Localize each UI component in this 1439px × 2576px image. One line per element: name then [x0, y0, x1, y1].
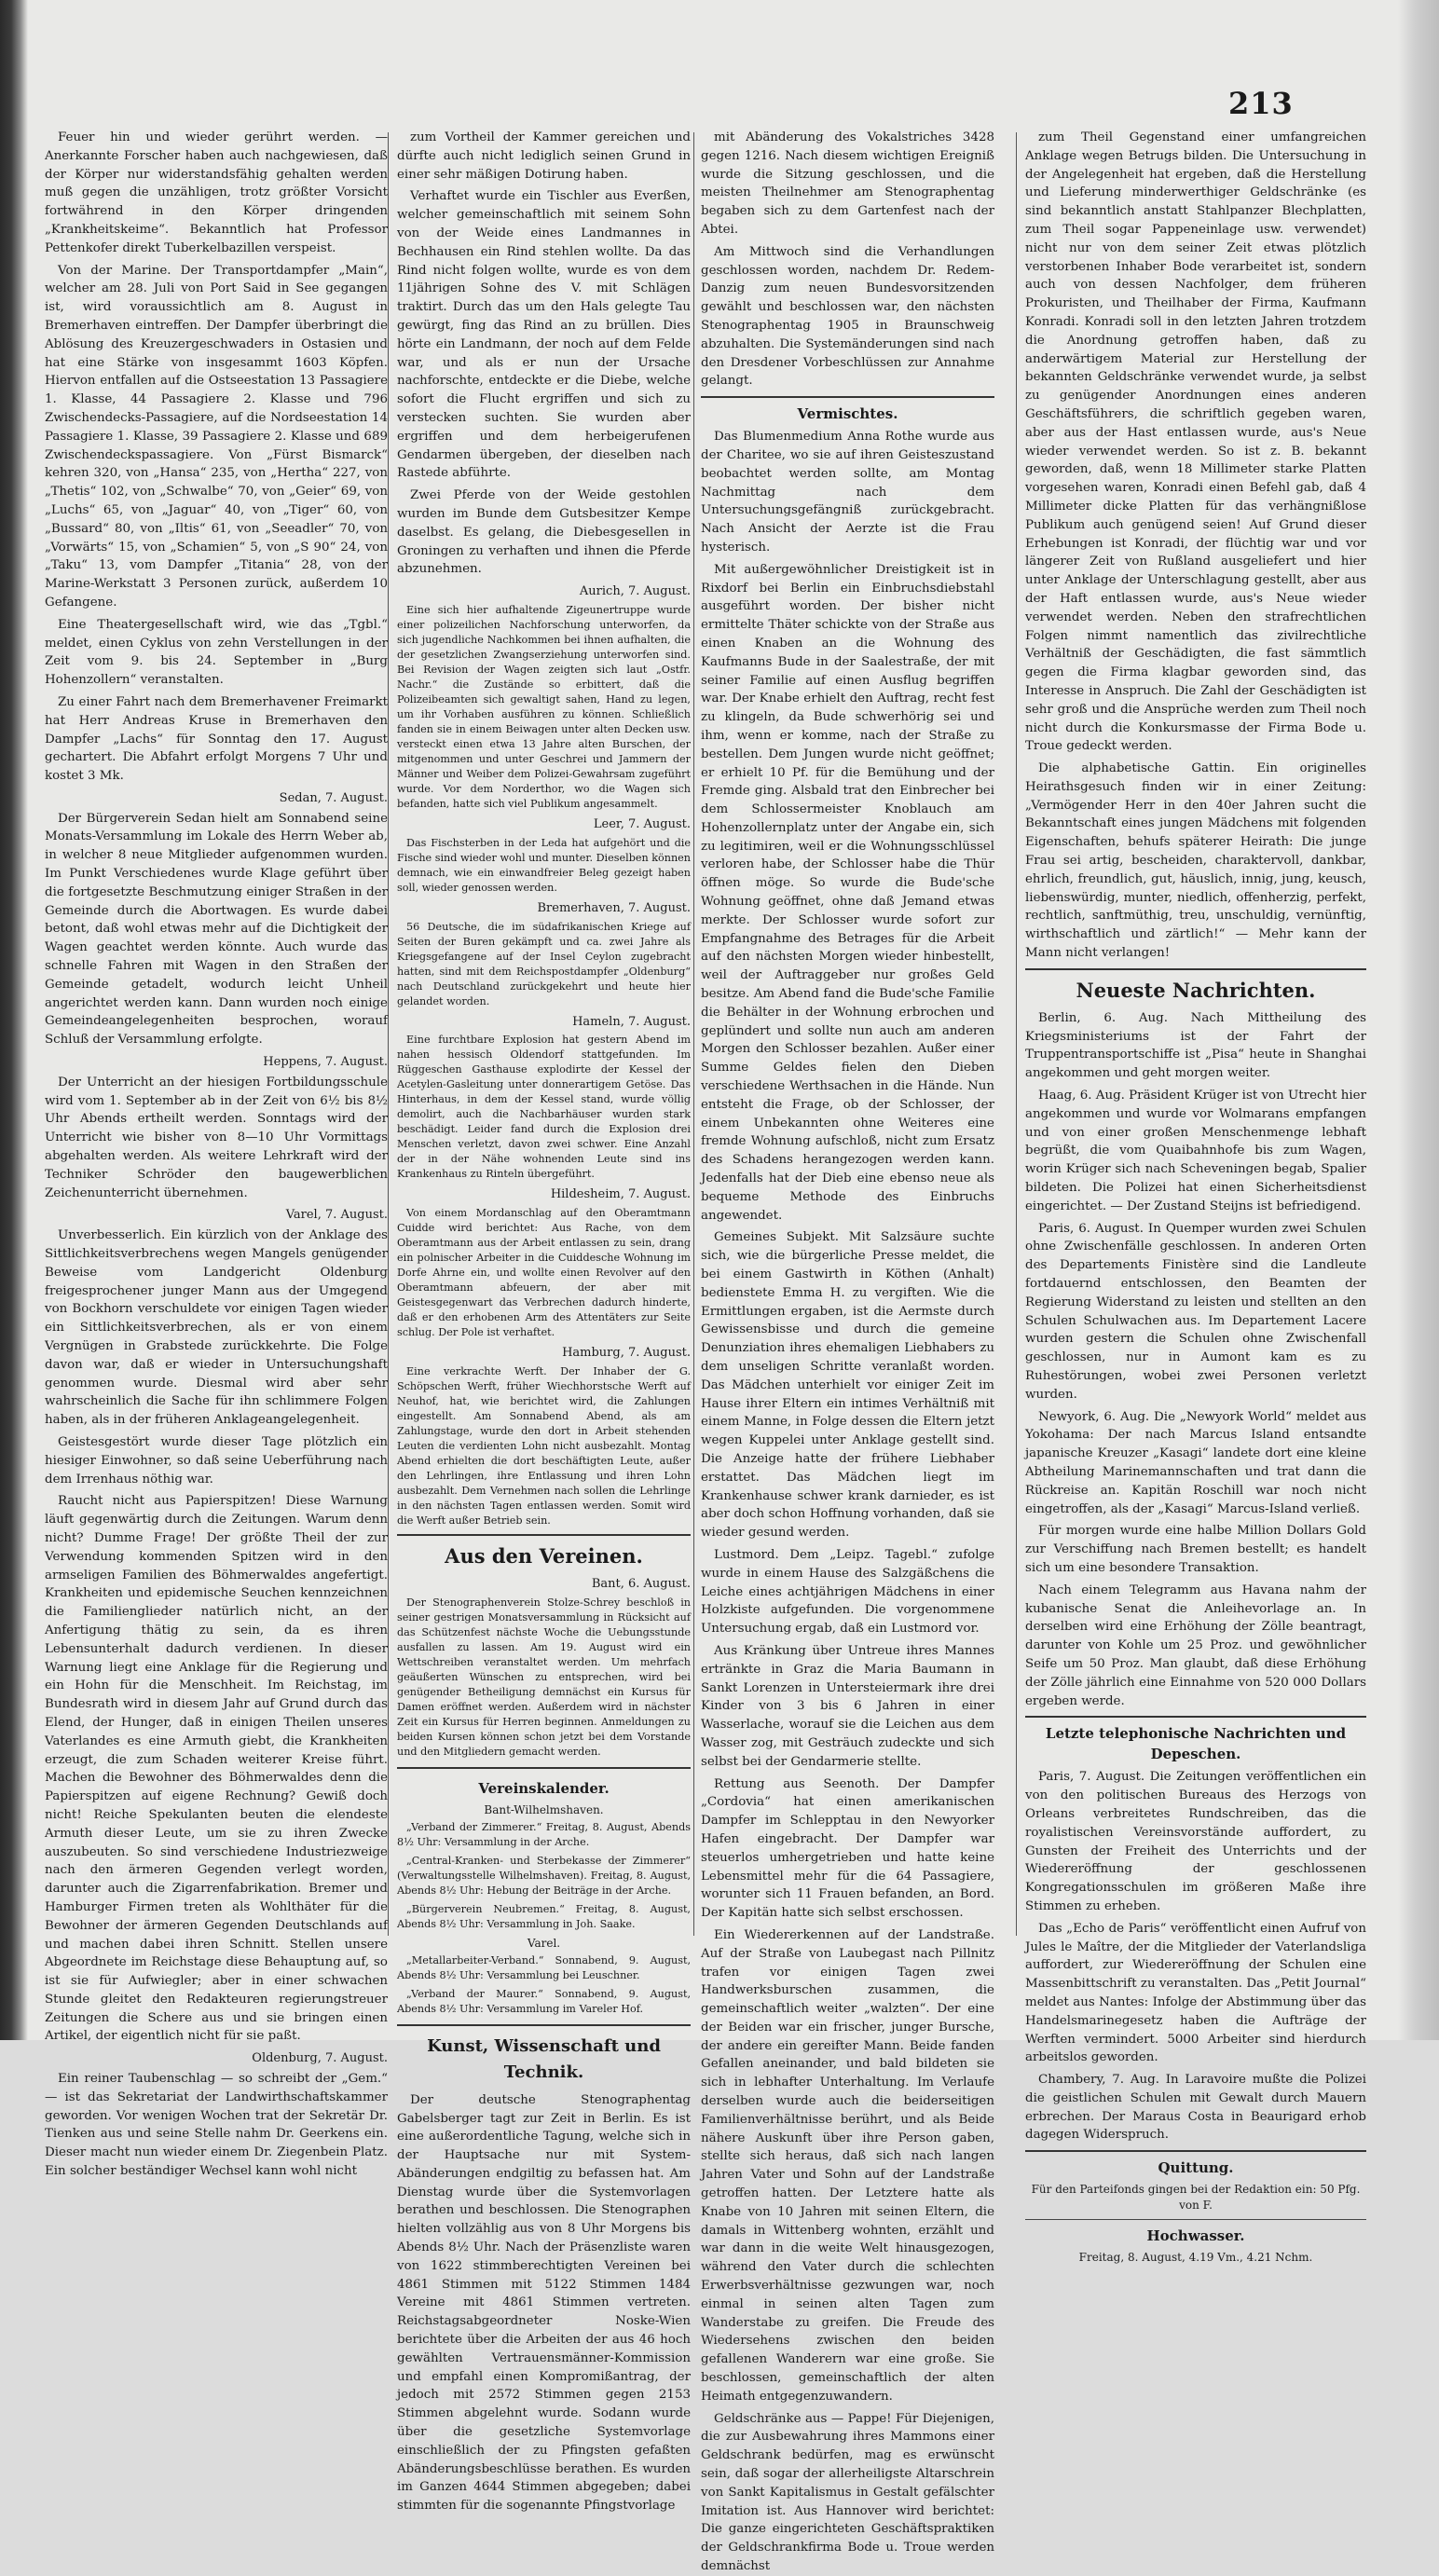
news-paris-2: Paris, 7. August. Die Zeitungen veröffentlichen ein von den politischen Bureaus des Herzogs von Orleans verbreitetes Rundschreiben, das die royalistischen Vereinsvorstände auffordert, zu Gunsten der Freiheit des Unterrichts und der Wiedereröffnung der geschlossenen Kongregationsschulen im größeren Maße ihre Stimmen zu erheben. [1025, 1770, 1366, 1913]
vereinskalender-entry: „Verband der Maurer.“ Sonnabend, 9. August, Abends 8½ Uhr: Versammlung im Vareler Hof. [397, 1987, 691, 2015]
article-zigeunertruppe: Eine sich hier aufhaltende Zigeunertruppe wurde einer polizeilichen Nachforschung unterworfen, da sich jugendliche Nachkommen bei ihnen aufhalten, die der gesetzlichen Zwangserziehung unterworfen sind. Bei Revision der Wagen zeigten sich laut „Ostfr. Nachr.“ die Zustände so erbittert, daß die Polizeibeamten sich gewaltigt sahen, Hand zu legen, um ihr Vorhaben ausführen zu können. Schließlich fanden sie in einem Beiwagen unter alten Decken usw. versteckt einen etwa 13 Jahre alten Burschen, der mitgenommen und unter Geschrei und Jammern der Männer und Weiber dem Polizei-Gewahrsam zugeführt wurde. Vor dem Norderthor, wo die Wagen sich befanden, hatte sich viel Publikum angesammelt. [397, 603, 691, 810]
article-kraenkung: Aus Kränkung über Untreue ihres Mannes ertränkte in Graz die Maria Baumann in Sankt Lorenzen in Untersteiermark ihre drei Kinder von 3 bis 6 Jahren in einer Wasserlache, worauf sie die Leichen aus dem Wasser zog, mit Gesträuch zudeckte und sich selbst bei der Gendarmerie stellte. [701, 1643, 994, 1769]
article-marine: Von der Marine. Der Transportdampfer „Main“, welcher am 28. Juli von Port Said in See gegangen ist, wird voraussichtlich am 8. August in Bremerhaven eintreffen. Der Dampfer überbringt die Ablösung des Kreuzergeschwaders in Ostasien und hat eine Stärke von insgesammt 1603 Köpfen. Hiervon entfallen auf die Ostseestation 13 Passagiere 1. Klasse, 44 Passagiere 2. Klasse und 796 Zwischendecks-Passagiere, auf die Nordseestation 14 Passagiere 1. Klasse, 39 Passagiere 2. Klasse und 689 Zwischendeckspassagiere. Von „Fürst Bismarck“ kehren 320, von „Hansa“ 235, von „Hertha“ 227, von „Thetis“ 102, von „Schwalbe“ 70, von „Geier“ 69, von „Luchs“ 65, von „Jaguar“ 40, von „Tiger“ 60, von „Bussard“ 80, von „Iltis“ 61, von „Seeadler“ 70, von „Vorwärts“ 15, von „Schamien“ 5, von „S 90“ 24, von „Taku“ 13, vom Dampfer „Titania“ 28, von der Marine-Werkstatt 3 Personen zurück, außerdem 10 Gefangene. [45, 263, 388, 610]
hochwasser-text: Freitag, 8. August, 4.19 Vm., 4.21 Nchm. [1078, 2251, 1313, 2265]
article-geldschraenke: Geldschränke aus — Pappe! Für Diejenigen, die zur Ausbewahrung ihres Mammons einer Geldschrank bedürfen, mag es erwünscht sein, daß sogar der allerheiligste Altarschrein von Sankt Kapitalismus in Gestalt gefälschter Imitation ist. Aus Hannover wird berichtet: Die ganze eingerichteten Geschäftspraktiken der Geldschrankfirma Bode u. Troue werden demnächst [701, 2411, 994, 2573]
article-paragraph: mit Abänderung des Vokalstriches 3428 gegen 1216. Nach diesem wichtigen Ereigniß wurde die Sitzung geschlossen, und die meisten Theilnehmer am Stenographentag begaben sich zu dem Gartenfest nach der Abtei. [701, 130, 994, 237]
column-rule [693, 132, 694, 1936]
article-unverbesserlich: Unverbesserlich. Ein kürzlich von der Anklage des Sittlichkeitsverbrechens wegen Mangels genügender Beweise vom Landgericht Oldenburg freigesprochener junger Mann aus der Umgegend von Bockhorn verschuldete vor einigen Tagen wieder ein Sittlichkeitsverbrechen, als er von einem Vergnügen in Grabstede zurückkehrte. Die Folge davon war, daß er wieder in Untersuchungshaft genommen wurde. Diesmal wird aber sehr wahrscheinlich die Sache für ihn schlimmere Folgen haben, als in der früheren Anklageangelegenheit. [45, 1228, 388, 1428]
news-havana: Nach einem Telegramm aus Havana nahm der kubanische Senat die Anleihevorlage an. In derselben wird eine Erhöhung der Zölle beantragt, darunter von Kohle um 25 Proz. und gewöhnlicher Seife um 50 Proz. Man glaubt, daß diese Erhöhung der Zölle jährlich eine Einnahme von 520 000 Dollars ergeben werde. [1025, 1583, 1366, 1708]
article-wiedererkennen: Ein Wiedererkennen auf der Landstraße. Auf der Straße von Laubegast nach Pillnitz trafen vor einigen Tagen zwei Handwerksburschen zusammen, die gemeinschaftlich weiter „walzten“. Der eine der Beiden war ein frischer, junger Bursche, der andere ein gereifter Mann. Beide fanden Gefallen aneinander, und bald bildeten sie sich in lebhafter Unterhaltung. Im Verlaufe derselben wurde auch die beiderseitigen Familienverhältnisse berührt, und als Beide nähere Auskunft über ihre Person gaben, stellte sich heraus, daß sich nach langen Jahren Vater und Sohn auf der Landstraße getroffen hatten. Der Letztere hatte als Knabe von 10 Jahren mit seinen Eltern, die damals in Wittenberg wohnten, erzählt und war dann in die weite Welt hinausgezogen, während den Vater durch die schlechten Erwerbsverhältnisse gezwungen war, noch einmal in seinen alten Tagen zum Wanderstabe zu greifen. Die Freude des Wiedersehens zwischen den beiden gefallenen Wanderern war eine große. Sie beschlossen, gemeinschaftlich der alten Heimath entgegenzuwandern. [701, 1927, 994, 2404]
dateline: Leer, 7. August. [593, 816, 691, 831]
article-paragraph: zum Theil Gegenstand einer umfangreichen Anklage wegen Betrugs bilden. Die Untersuchung in der Angelegenheit hat ergeben, daß die Herstellung und Lieferung minderwerthiger Geldschränke (es sind bekanntlich anstatt Stahlpanzer Blechplatten, zum Theil sogar Pappeneinlage usw. verwendet) nicht nur von dem seiner Zeit etwas plötzlich verstorbenen Inhaber Bode verarbeitet ist, sondern auch von dessen Nachfolger, dem früheren Prokuristen, und Theilhaber der Firma, Kaufmann Konradi. Konradi soll in den letzten Jahren trotzdem die Anordnung getroffen haben, daß zu anderwärtigem Material zur Herstellung der bekannten Geldschränke verwendet wurde, ja selbst zu genügender Anordnungen eines anderen Geschäftsführers, die schriftlich gegeben waren, aber aus der Hast entlassen wurde, aus's Neue wieder verwendet werden. So ist z. B. bekannt geworden, daß, wenn 18 Millimeter starke Platten vorgesehen waren, Konradi einen Befehl gab, daß 4 Millimeter dicke Platten für das verhängnißlose Publikum auch genügend seien! Auf Grund dieser Erhebungen ist Konradi, der flüchtig war und vor längerer Zeit von Rußland ausgeliefert und hier unter Anklage der Unterschlagung gestellt, aber aus der Haft entlassen wurde, aus's Neue wieder verwendet werden. Neben den strafrechtlichen Folgen nimmt namentlich das zivilrechtliche Verhältniß der Geschädigten, die fast sämmtlich gegen die Firma klagbar geworden sind, das Interesse in Anspruch. Die Zahl der Geschädigten ist sehr groß und die Ansprüche werden zum Theil noch nicht durch die Konkursmasse der Firma Bode u. Troue gedeckt werden. [1025, 130, 1366, 754]
section-divider [701, 396, 994, 398]
dateline: Hameln, 7. August. [572, 1014, 691, 1029]
article-paragraph: Am Mittwoch sind die Verhandlungen geschlossen worden, nachdem Dr. Redem-Danzig zum neuen Bundesvorsitzenden gewählt und beschlossen war, den nächsten Stenographentag 1905 in Braunschweig abzuhalten. Die Systemänderungen sind nach den Dresdener Vorbeschlüssen zur Annahme gelangt. [701, 244, 994, 389]
section-divider [1025, 2219, 1366, 2220]
article-geistesgestoert: Geistesgestört wurde dieser Tage plötzlich ein hiesiger Einwohner, so daß seine Ueberführung nach dem Irrenhaus nöthig war. [45, 1434, 388, 1487]
dateline: Heppens, 7. August. [263, 1055, 388, 1070]
article-stenographenverein: Der Stenographenverein Stolze-Schrey beschloß in seiner gestrigen Monatsversammlung in Rücksicht auf das Schützenfest nächste Woche die Uebungsstunde ausfallen zu lassen. Am 19. August wird ein Wettschreiben veranstaltet werden. Um mehrfach geäußerten Wünschen zu entsprechen, wird bei genügender Betheiligung demnächst ein Kursus für Damen eröffnet werden. Außerdem wird in nächster Zeit ein Kursus für Herren beginnen. Anmeldungen zu beiden Kursen können schon jetzt bei dem Vorstande und den Mitgliedern gemacht werden. [397, 1596, 691, 1758]
dateline: Hamburg, 7. August. [562, 1346, 691, 1361]
article-deutsche: 56 Deutsche, die im südafrikanischen Kriege auf Seiten der Buren gekämpft und ca. zwei Jahre als Kriegsgefangene auf der Insel Ceylon zugebracht hatten, sind mit dem Reichspostdampfer „Oldenburg“ nach Deutschland zurückgekehrt und heute hier gelandet worden. [397, 920, 691, 1007]
article-gemeines-subjekt: Gemeines Subjekt. Mit Salzsäure suchte sich, wie die bürgerliche Presse meldet, die bei einem Gastwirth in Köthen (Anhalt) bedienstete Emma H. zu vergiften. Wie die Ermittlungen ergaben, ist die Aermste durch Gewissensbisse und durch die gemeine Denunziation ihres ehemaligen Liebhabers zu dem unseligen Schritte veranlaßt worden. Das Mädchen unterhielt vor einiger Zeit im Hause ihrer Eltern ein intimes Verhältniß mit einem Manne, in Folge dessen die Eltern jetzt wegen Kuppelei unter Anklage gestellt sind. Die Anzeige hatte der frühere Liebhaber erstattet. Das Mädchen liegt im Krankenhause schwer krank darnieder, es ist aber doch schon Hoffnung vorhanden, daß sie wieder gesund werden. [701, 1230, 994, 1541]
article-fischsterben: Das Fischsterben in der Leda hat aufgehört und die Fische sind wieder wohl und munter. Dieselben können demnach, wie ein einwandfreier Beleg gezeigt haben soll, wieder genossen werden. [397, 836, 691, 894]
article-verhaftet: Verhaftet wurde ein Tischler aus Everßen, welcher gemeinschaftlich mit seinem Sohn von der Weide eines Landmannes in Bechhausen ein Rind stehlen wollte. Da das Rind nicht folgen wollte, wurde es von dem 11jährigen Sohne des V. mit Schlägen traktirt. Durch das um den Hals gelegte Tau gewürgt, fing das Rind an zu brüllen. Dies hörte ein Landmann, der noch auf dem Felde war, und als er nun der Ursache nachforschte, entdeckte er die Diebe, welche sofort die Flucht ergriffen und sich zu verstecken suchten. Sie wurden aber ergriffen und dem herbeigerufenen Gendarmen übergeben, der dieselben nach Rastede abführte. [397, 189, 691, 481]
article-freimarkt: Zu einer Fahrt nach dem Bremerhavener Freimarkt hat Herr Andreas Kruse in Bremerhaven den Dampfer „Lachs“ für Sonntag den 17. August gechartert. Die Abfahrt erfolgt Morgens 7 Uhr und kostet 3 Mk. [45, 694, 388, 784]
section-heading-vereine: Aus den Vereinen. [445, 1543, 643, 1568]
column-3 [701, 129, 994, 2573]
news-newyork: Newyork, 6. Aug. Die „Newyork World“ meldet aus Yokohama: Der nach Marcus Island entsandte japanische Kreuzer „Kasagi“ landete dort eine kleine Abtheilung Marinemannschaften und trat dann die Rückreise an. Kapitän Roschill war noch nicht eingetroffen, als der „Kasagi“ Marcus-Island verließ. [1025, 1409, 1366, 1516]
vereinskalender-place: Bant-Wilhelmshaven. [484, 1802, 604, 1816]
vereinskalender-entry: „Verband der Zimmerer.“ Freitag, 8. August, Abends 8½ Uhr: Versammlung in der Arche. [397, 1820, 691, 1848]
article-stenographentag: Der deutsche Stenographentag Gabelsberger tagt zur Zeit in Berlin. Es ist eine außerordentliche Tagung, welche sich in der Hauptsache nur mit System-Abänderungen endgiltig zu befassen hat. Am Dienstag wurde über die Systemvorlagen berathen und beschlossen. Die Stenographen hielten vollzählig aus von 8 Uhr Morgens bis Abends 8½ Uhr. Nach der Präsenzliste waren von 1622 stimmberechtigten Vereinen bei 4861 Stimmen mit 5122 Stimmen 1484 Vereine mit 4861 Stimmen vertreten. Reichstagsabgeordneter Noske-Wien berichtete über die Arbeiten der aus 46 hoch gewählten Vertrauensmänner-Kommission und empfahl einen Kompromißantrag, der jedoch mit 2572 Stimmen gegen 2153 Stimmen abgelehnt wurde. Sodann wurde über die gesetzliche Systemvorlage einschließlich der zu Pfingsten gefaßten Abänderungsbeschlüsse berathen. Es wurden im Ganzen 4644 Stimmen abgegeben; dabei stimmten für die sogenannte Pfingstvorlage [397, 2092, 691, 2514]
vereinskalender [397, 1767, 691, 2026]
article-mordanschlag: Von einem Mordanschlag auf den Oberamtmann Cuidde wird berichtet: Aus Rache, von dem Oberamtmann aus der Arbeit entlassen zu sein, drang ein polnischer Arbeiter in die Cuiddesche Wohnung im Dorfe Ahrne ein, und wollte einen Revolver auf den Oberamtmann abfeuern, der aber mit Geistesgegenwart das Verbrechen dadurch hinderte, daß er den erhobenen Arm des Attentäters zur Seite schlug. Der Pole ist verhaftet. [397, 1207, 691, 1339]
article-taubenschlag: Ein reiner Taubenschlag — so schreibt der „Gem.“ — ist das Sekretariat der Landwirthschaftskammer geworden. Vor wenigen Wochen trat der Sekretär Dr. Tienken aus und seine Stelle nahm Dr. Geerkens ein. Dieser macht nun wieder einem Dr. Ziegenbein Platz. Ein solcher beständiger Wechsel kann wohl nicht [45, 2072, 388, 2179]
article-lustmord: Lustmord. Dem „Leipz. Tagebl.“ zufolge wurde in einem Hause des Salzgäßchens die Leiche eines achtjährigen Mädchens in einer Holzkiste aufgefunden. Die vorgenommene Untersuchung ergab, daß ein Lustmord vor. [701, 1547, 994, 1637]
column-2 [397, 129, 691, 2514]
vereinskalender-entry: „Metallarbeiter-Verband.“ Sonnabend, 9. August, Abends 8½ Uhr: Versammlung bei Leuschner. [397, 1953, 691, 1981]
vereinskalender-entry: „Bürgerverein Neubremen.“ Freitag, 8. August, Abends 8½ Uhr: Versammlung in Joh. Saake. [397, 1902, 691, 1930]
news-haag: Haag, 6. Aug. Präsident Krüger ist von Utrecht hier angekommen und wurde vor Wolmarans empfangen und von einer großen Menschenmenge lebhaft begrüßt, die vom Quaibahnhofe bis zum Wagen, worin Krüger sich nach Scheveningen begab, Spalier bildeten. Die Polizei hat einen Sicherheitsdienst eingerichtet. — Der Zustand Steijns ist befriedigend. [1025, 1089, 1366, 1213]
news-echo-de-paris: Das „Echo de Paris“ veröffentlicht einen Aufruf von Jules le Maître, der die Mitglieder der Vaterlandsliga auffordert, zur Wiedereröffnung der Schulen eine Massenbittschrift zu veranstalten. Das „Petit Journal“ meldet aus Nantes: Infolge der Abstimmung über das Handelsmarinegesetz haben die Aufträge der Werften vermindert. 5000 Arbeiter sind hierdurch arbeitslos geworden. [1025, 1921, 1366, 2065]
dateline: Oldenburg, 7. August. [252, 2051, 388, 2066]
section-divider [1025, 968, 1366, 970]
section-heading-depeschen: Letzte telephonische Nachrichten und Depeschen. [1045, 1725, 1347, 1763]
dateline: Bremerhaven, 7. August. [537, 900, 691, 915]
article-explosion: Eine furchtbare Explosion hat gestern Abend im nahen hessisch Oldendorf stattgefunden. Im Rüggeschen Gasthause explodirte der Kessel der Acetylen-Gasleitung unter donnerartigem Getöse. Das Hinterhaus, in dem der Kessel stand, wurde völlig demolirt, auch die Nachbarhäuser wurden stark beschädigt. Leider fand durch die Explosion drei Menschen verletzt, davon zwei schwer. Eine Anzahl der in der Nähe wohnenden Leute sind ins Krankenhaus zu Rinteln übergeführt. [397, 1034, 691, 1181]
article-paragraph: Feuer hin und wieder gerührt werden. — Anerkannte Forscher haben auch nachgewiesen, daß der Körper nur widerstandsfähig gehalten werden muß gegen die unzähligen, trotz größter Vorsicht fortwährend in den Körper dringenden „Krankheitskeime“. Bekanntlich hat Professor Pettenkofer direkt Tuberkelbazillen verspeist. [45, 130, 388, 255]
hochwasser-title: Hochwasser. [1146, 2227, 1245, 2245]
article-papierspitzen: Raucht nicht aus Papierspitzen! Diese Warnung läuft gegenwärtig durch die Zeitungen. Warum denn nicht? Dumme Frage! Der größte Theil der zur Verwendung kommenden Spitzen wird in den armseligen Familien des Böhmerwaldes angefertigt. Krankheiten und epidemische Seuchen kennzeichnen die Familienglieder natürlich nicht, an der Anfertigung thätig zu sein, da es ihren Lebensunterhalt dadurch verdienen. In dieser Warnung liegt eine Anklage für die Regierung und ein Hohn für die Menschheit. Im Reichstag, im Bundesrath wird in diesem Jahr auf Grund durch das Elend, der Hunger, daß in einigen Theilen unseres Vaterlandes es eine Armuth giebt, die Krankheiten erzeugt, die zum Schaden weiterer Kreise führt. Machen die Bewohner des Böhmerwaldes denn die Papierspitzen auf eigene Rechnung? Gewiß doch nicht! Reiche Spekulanten beuten die elendeste Armuth dieser Leute, um sie zu ihren Zwecke auszubeuten. So sind verschiedene Industriezweige nach den ärmeren Gegenden verlegt worden, darunter auch die Zigarrenfabrikation. Bremer und Hamburger Firmen treten als Wohlthäter für die Bewohner der ärmeren Gegenden Deutschlands auf und machen dabei ihren Schnitt. Stellen unsere Abgeordnete im Reichstage diese Behauptung auf, so ist sie für Aufwiegler; aber in einer schwachen Stunde gleitet den Redakteuren regierungstreuer Zeitungen die Schere aus und sie bringen einen Artikel, der eigentlich nicht für sie paßt. [45, 1494, 388, 2044]
column-rule [388, 132, 389, 1936]
quittung-title: Quittung. [1158, 2159, 1234, 2177]
page-number: 213 [1228, 86, 1294, 121]
article-fortbildungsschule: Der Unterricht an der hiesigen Fortbildungsschule wird vom 1. September ab in der Zeit von 6½ bis 8½ Uhr Abends ertheilt werden. Sonntags wird der Unterricht wie bisher von 8—10 Uhr Vormittags abgehalten werden. Als weitere Lehrkraft wird der Techniker Schröder den baugewerblichen Zeichenunterricht übernehmen. [45, 1075, 388, 1200]
column-1 [45, 129, 388, 2179]
article-paragraph: zum Vortheil der Kammer gereichen und dürfte auch nicht lediglich seinen Grund in einer sehr mäßigen Dotirung haben. [397, 130, 691, 182]
article-werft: Eine verkrachte Werft. Der Inhaber der G. Schöpschen Werft, früher Wiechhorstsche Werft auf Neuhof, hat, wie berichtet wird, die Zahlungen eingestellt. Am Sonnabend Abend, als am Zahlungstage, wurde den dort in Arbeit stehenden Leuten die verdienten Lohn nicht ausbezahlt. Montag Abend erhielten die dort beschäftigten Leute, außer den Lehrlingen, ihre Entlassung und ihren Lohn ausbezahlt. Dem Vernehmen nach sollen die Lehrlinge in den nächsten Tagen entlassen werden. Somit wird die Werft außer Betrieb sein. [397, 1364, 691, 1527]
dateline: Hildesheim, 7. August. [550, 1187, 691, 1202]
dateline: Bant, 6. August. [591, 1576, 691, 1591]
vereinskalender-place: Varel. [527, 1936, 561, 1950]
section-heading-vermischtes: Vermischtes. [797, 405, 898, 423]
vereinskalender-title: Vereinskalender. [478, 1779, 610, 1797]
column-rule [1016, 132, 1017, 1936]
binding-edge [0, 0, 28, 2040]
article-buergerverein: Der Bürgerverein Sedan hielt am Sonnabend seine Monats-Versammlung im Lokale des Herrn Weber ab, in welcher 8 neue Mitglieder aufgenommen wurden. Im Punkt Verschiedenes wurde Klage geführt über die fortgesetzte Beschmutzung einiger Straßen in der Gemeinde durch die Abortwagen. Es wurde dabei betont, daß wohl etwas mehr auf die Dichtigkeit der Wagen geachtet werden könnte. Auch wurde das schnelle Fahren mit Wagen in den Straßen der Gemeinde getadelt, wodurch leicht Unheil angerichtet werden kann. Dann wurden noch einige Gemeindeangelegenheiten besprochen, worauf Schluß der Versammlung erfolgte. [45, 811, 388, 1048]
article-pferde: Zwei Pferde von der Weide gestohlen wurden im Bunde dem Gutsbesitzer Kempe daselbst. Es gelang, die Diebesgesellen in Groningen zu verhaften und ihnen die Pferde abzunehmen. [397, 488, 691, 577]
column-4 [1025, 129, 1366, 2265]
article-gattin: Die alphabetische Gattin. Ein originelles Heirathsgesuch finden wir in einer Zeitung: „Vermögender Herr in den 40er Jahren sucht die Bekanntschaft eines jungen Mädchens mit folgenden Eigenschaften, behufs späterer Heirath: Die junge Frau sei artig, bescheiden, charaktervoll, dankbar, ehrlich, freundlich, gut, häuslich, innig, jung, keusch, liebenswürdig, munter, niedlich, offenherzig, perfekt, rechtlich, sanftmüthig, treu, unschuldig, vernünftig, wirthschaftlich und zärtlich!“ — Mehr kann der Mann nicht verlangen! [1025, 761, 1366, 961]
section-divider [397, 1534, 691, 1536]
article-blumenmedium: Das Blumenmedium Anna Rothe wurde aus der Charitee, wo sie auf ihren Geisteszustand beobachtet werden sollte, am Montag Nachmittag nach dem Untersuchungsgefängniß zurückgebracht. Nach Ansicht der Aerzte ist die Frau hysterisch. [701, 430, 994, 555]
news-gold: Für morgen wurde eine halbe Million Dollars Gold zur Verschiffung nach Bremen bestellt; es handelt sich um eine besondere Transaktion. [1025, 1524, 1366, 1575]
section-heading-kunst: Kunst, Wissenschaft und Technik. [427, 2035, 661, 2082]
section-heading-neueste: Neueste Nachrichten. [1076, 978, 1316, 1002]
vereinskalender-entry: „Central-Kranken- und Sterbekasse der Zimmerer“ (Verwaltungsstelle Wilhelmshaven). Freitag, 8. August, Abends 8½ Uhr: Hebung der Beiträge in der Arche. [397, 1854, 691, 1897]
section-divider [1025, 2150, 1366, 2152]
section-divider [1025, 1716, 1366, 1718]
news-chambery: Chambery, 7. Aug. In Laravoire mußte die Polizei die geistlichen Schulen mit Gewalt durch Mauern erbrechen. Der Maraus Costa in Beaurigard erhob dagegen Widerspruch. [1025, 2073, 1366, 2143]
page-edge [1398, 0, 1439, 2040]
dateline: Aurich, 7. August. [579, 584, 691, 599]
dateline: Varel, 7. August. [285, 1208, 388, 1223]
article-theater: Eine Theatergesellschaft wird, wie das „Tgbl.“ meldet, einen Cyklus von zehn Verstellungen in der Zeit vom 9. bis 24. September in „Burg Hohenzollern“ veranstalten. [45, 617, 388, 688]
news-berlin: Berlin, 6. Aug. Nach Mittheilung des Kriegsministeriums ist der Fahrt der Truppentransportschiffe ist „Pisa“ heute in Shanghai angekommen und geht morgen weiter. [1025, 1010, 1366, 1081]
news-paris: Paris, 6. August. In Quemper wurden zwei Schulen ohne Zwischenfälle geschlossen. In anderen Orten des Departements Finistère sind die Landleute fortdauernd entschlossen, den Beamten der Regierung Widerstand zu leisten und stellten an den Schulen Schulwachen aus. Im Departement Lacere wurden gestern die Schulen ohne Zwischenfall geschlossen, nur in Aumont kam es zu Ruhestörungen, wobei zwei Personen verletzt wurden. [1025, 1221, 1366, 1402]
article-dreistigkeit: Mit außergewöhnlicher Dreistigkeit ist in Rixdorf bei Berlin ein Einbruchsdiebstahl ausgeführt worden. Der bisher nicht ermittelte Thäter schickte von der Straße aus einen Knaben an die Wohnung des Kaufmanns Bude in der Saalestraße, der mit seiner Familie auf einen Ausflug begriffen war. Der Knabe erhielt den Auftrag, recht fest zu klingeln, da Bude schwerhörig sei und ihm, wenn er komme, nach der Straße zu bestellen. Dem Jungen wurde nicht geöffnet; er erhielt 10 Pf. für die Bemühung und der Fremde ging. Alsbald trat den Einbrecher bei dem Schlossermeister Knoblauch am Hohenzollernplatz unter der Angabe ein, sich zu legitimiren, weil er die Wohnungsschlüssel verloren habe, der Schlosser habe die Thür öffnen möge. So wurde die Bude'sche Wohnung geöffnet, ohne daß Jemand etwas merkte. Der Schlosser wurde sofort zur Empfangnahme des Betrages für die Arbeit auf den nächsten Morgen wieder hinbestellt, weil der Auftraggeber nur großes Geld besitze. Am Abend fand die Bude'sche Familie die Behälter in der Wohnung erbrochen und geplündert und sollte nun auch am anderen Morgen den Schlosser bezahlen. Außer einer Summe Geldes fielen den Dieben verschiedene Werthsachen in die Hände. Nun entsteht die Frage, ob der Schlosser, der einem Unbekannten ohne Weiteres eine fremde Wohnung aufschloß, nicht zum Ersatz des Schadens herangezogen werden kann. Jedenfalls hat der Dieb eine ebenso neue als bequeme Methode des Einbruchs angewendet. [701, 562, 994, 1223]
article-seenoth: Rettung aus Seenoth. Der Dampfer „Cordovia“ hat einen amerikanischen Dampfer im Schlepptau in den Newyorker Hafen eingebracht. Der Dampfer war steuerlos umhergetrieben und hatte keine Lebensmittel mehr für die 64 Passagiere, worunter sich 11 Frauen befanden, an Bord. Der Kapitän hatte sich selbst erschossen. [701, 1776, 994, 1921]
dateline: Sedan, 7. August. [279, 790, 388, 805]
quittung-text: Für den Parteifonds gingen bei der Redaktion ein: 50 Pfg. von F. [1031, 2183, 1361, 2213]
